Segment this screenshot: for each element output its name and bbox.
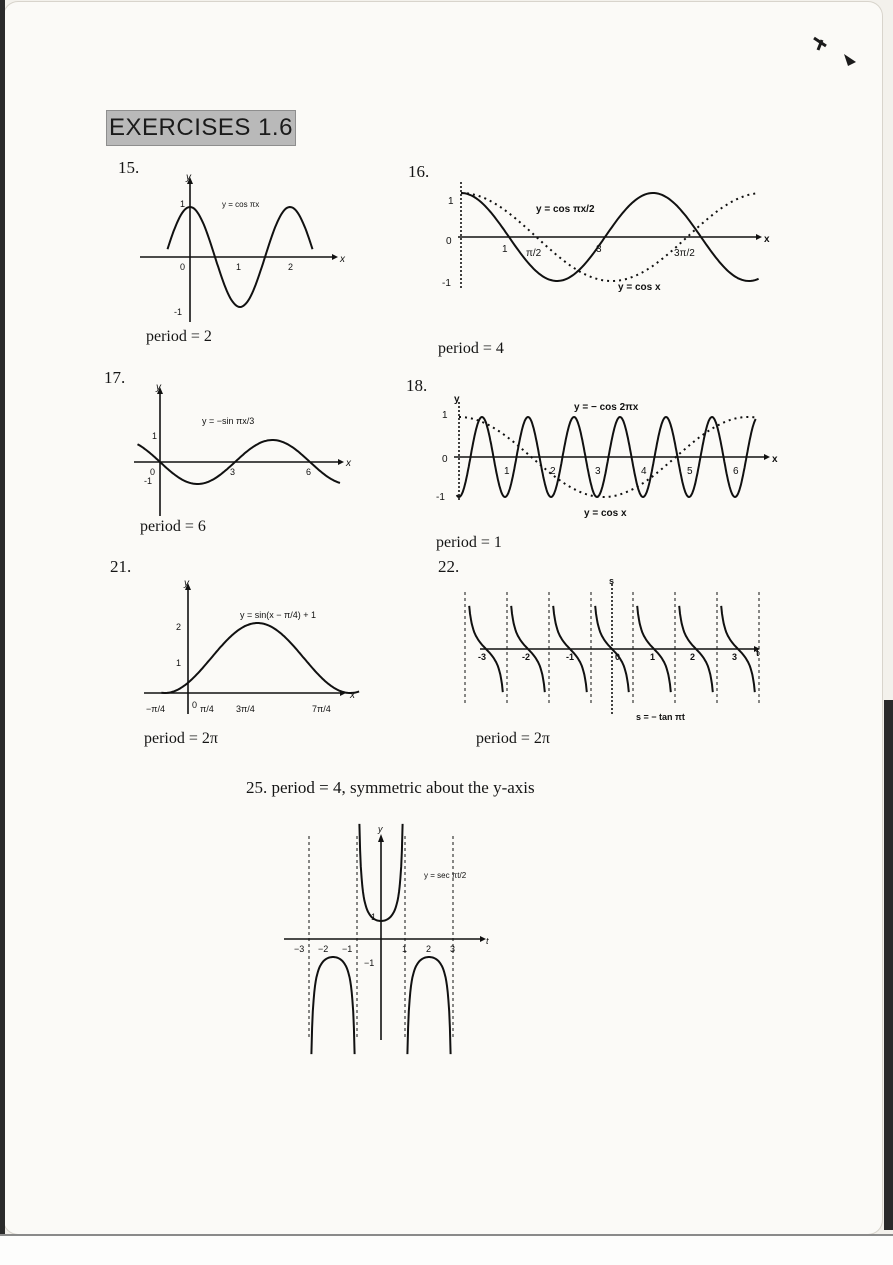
tick-label-neg3: −3 bbox=[294, 944, 305, 954]
tick-label-1: 1 bbox=[502, 244, 508, 255]
exercise-17-graph bbox=[130, 380, 360, 520]
exercise-17-period: period = 6 bbox=[140, 518, 206, 535]
section-title: EXERCISES 1.6 bbox=[106, 110, 296, 146]
x-axis-label: x bbox=[346, 458, 351, 469]
tick-label-neg1: -1 bbox=[566, 652, 575, 662]
origin-tick-label: 0 bbox=[446, 236, 452, 247]
origin-tick-label: 0 bbox=[615, 652, 621, 662]
tick-label-neg-pi-4: −π/4 bbox=[146, 704, 165, 714]
tick-label-6: 6 bbox=[733, 466, 739, 477]
tick-label-3pi-half: 3π/2 bbox=[674, 248, 695, 259]
x-axis-arrow-icon bbox=[338, 459, 344, 465]
exercise-21-graph bbox=[140, 574, 370, 734]
curve-label: y = sin(x − π/4) + 1 bbox=[240, 610, 316, 620]
y-tick-label-1: 1 bbox=[448, 196, 454, 207]
y-tick-label-1: 1 bbox=[442, 410, 448, 421]
y-tick-label-2: 2 bbox=[176, 622, 182, 632]
tick-label-1: 1 bbox=[504, 466, 510, 477]
x-axis-arrow-icon bbox=[764, 454, 770, 460]
origin-tick-label: 0 bbox=[442, 454, 448, 465]
page-bottom-edge bbox=[0, 1234, 893, 1265]
tick-label-neg3: -3 bbox=[478, 652, 487, 662]
origin-tick-label: 0 bbox=[192, 700, 198, 710]
exercise-16-number: 16. bbox=[408, 162, 430, 181]
tick-label-3: 3 bbox=[732, 652, 738, 662]
tick-label-neg2: −2 bbox=[318, 944, 329, 954]
pen-marks bbox=[808, 28, 868, 78]
exercise-22-period: period = 2π bbox=[476, 730, 550, 747]
exercise-25-graph bbox=[280, 816, 510, 1046]
exercise-15-period: period = 2 bbox=[146, 328, 212, 345]
tick-label-6: 6 bbox=[306, 467, 312, 477]
exercise-18-graph bbox=[428, 388, 788, 528]
y-tick-label-1: 1 bbox=[371, 912, 377, 922]
tick-label-1: 1 bbox=[402, 944, 408, 954]
tick-label-3: 3 bbox=[450, 944, 456, 954]
page-right-shadow bbox=[884, 700, 893, 1230]
exercise-16-period: period = 4 bbox=[438, 340, 504, 357]
solid-curve-label: y = − cos 2πx bbox=[574, 402, 639, 413]
exercise-22-graph bbox=[472, 574, 772, 734]
x-axis-label: x bbox=[764, 234, 770, 245]
tick-label-pi-4: π/4 bbox=[200, 704, 214, 714]
y-axis-label: y bbox=[156, 382, 161, 393]
page-binding-edge bbox=[0, 0, 5, 1263]
x-axis-arrow-icon bbox=[332, 254, 338, 260]
exercise-21-period: period = 2π bbox=[144, 730, 218, 747]
x-axis-label: x bbox=[340, 254, 345, 265]
x-axis-arrow-icon bbox=[756, 234, 762, 240]
tick-label-neg2: -2 bbox=[522, 652, 531, 662]
x-axis-label: t bbox=[486, 936, 489, 946]
y-tick-label-1: 1 bbox=[176, 658, 182, 668]
y-axis-arrow-icon bbox=[378, 834, 384, 842]
tick-label-5: 5 bbox=[687, 466, 693, 477]
y-axis-label: y bbox=[184, 578, 189, 589]
exercise-21-number: 21. bbox=[110, 557, 132, 576]
y-tick-label-1: 1 bbox=[152, 431, 158, 441]
shifted-sine-curve bbox=[161, 623, 359, 693]
tick-label-2: 2 bbox=[288, 262, 294, 272]
tick-label-3pi-4: 3π/4 bbox=[236, 704, 255, 714]
tick-label-1: 1 bbox=[650, 652, 656, 662]
y-axis-label: s bbox=[609, 576, 615, 586]
exercise-18-period: period = 1 bbox=[436, 534, 502, 551]
tick-label-1: 1 bbox=[236, 262, 242, 272]
dotted-curve-label: y = cos x bbox=[618, 282, 661, 293]
y-axis-label: y bbox=[454, 394, 460, 405]
y-axis-label: y bbox=[378, 824, 383, 834]
y-axis-label: y bbox=[186, 172, 191, 183]
tick-label-2: 2 bbox=[550, 466, 556, 477]
tick-label-2: 2 bbox=[690, 652, 696, 662]
y-tick-label-1: 1 bbox=[180, 199, 186, 209]
tick-label-4: 4 bbox=[641, 466, 647, 477]
x-axis-label: x bbox=[772, 454, 778, 465]
exercise-15-number: 15. bbox=[118, 158, 140, 177]
exercise-15-graph bbox=[136, 170, 356, 330]
x-axis-label: x bbox=[350, 690, 355, 701]
y-tick-label-neg1: -1 bbox=[442, 278, 451, 289]
curve-label: y = −sin πx/3 bbox=[202, 416, 255, 426]
curve-label: y = cos πx bbox=[222, 200, 260, 209]
exercise-25-caption: 25. period = 4, symmetric about the y-axis bbox=[246, 778, 535, 797]
y-tick-label-neg1: −1 bbox=[364, 958, 375, 968]
exercise-16-graph bbox=[428, 170, 778, 300]
tick-label-3: 3 bbox=[595, 466, 601, 477]
origin-tick-label: 0 bbox=[150, 467, 156, 477]
tick-label-3: 3 bbox=[230, 467, 236, 477]
exercise-17-number: 17. bbox=[104, 368, 126, 387]
curve-label: s = − tan πt bbox=[636, 712, 685, 722]
dotted-curve-label: y = cos x bbox=[584, 508, 627, 519]
exercise-18-number: 18. bbox=[406, 376, 428, 395]
tick-label-neg1: −1 bbox=[342, 944, 353, 954]
tick-label-7pi-4: 7π/4 bbox=[312, 704, 331, 714]
x-axis-label: t bbox=[756, 648, 759, 658]
tick-label-3: 3 bbox=[596, 244, 602, 255]
tick-label-2: 2 bbox=[426, 944, 432, 954]
origin-tick-label: 0 bbox=[180, 262, 186, 272]
y-tick-label-neg1: -1 bbox=[436, 492, 445, 503]
exercise-22-number: 22. bbox=[438, 557, 460, 576]
solid-curve-label: y = cos πx/2 bbox=[536, 204, 595, 215]
tick-label-pi-half: π/2 bbox=[526, 248, 542, 259]
y-tick-label-neg1: -1 bbox=[174, 307, 183, 317]
y-tick-label-neg1: -1 bbox=[144, 476, 153, 486]
curve-label: y = sec πt/2 bbox=[424, 871, 467, 880]
